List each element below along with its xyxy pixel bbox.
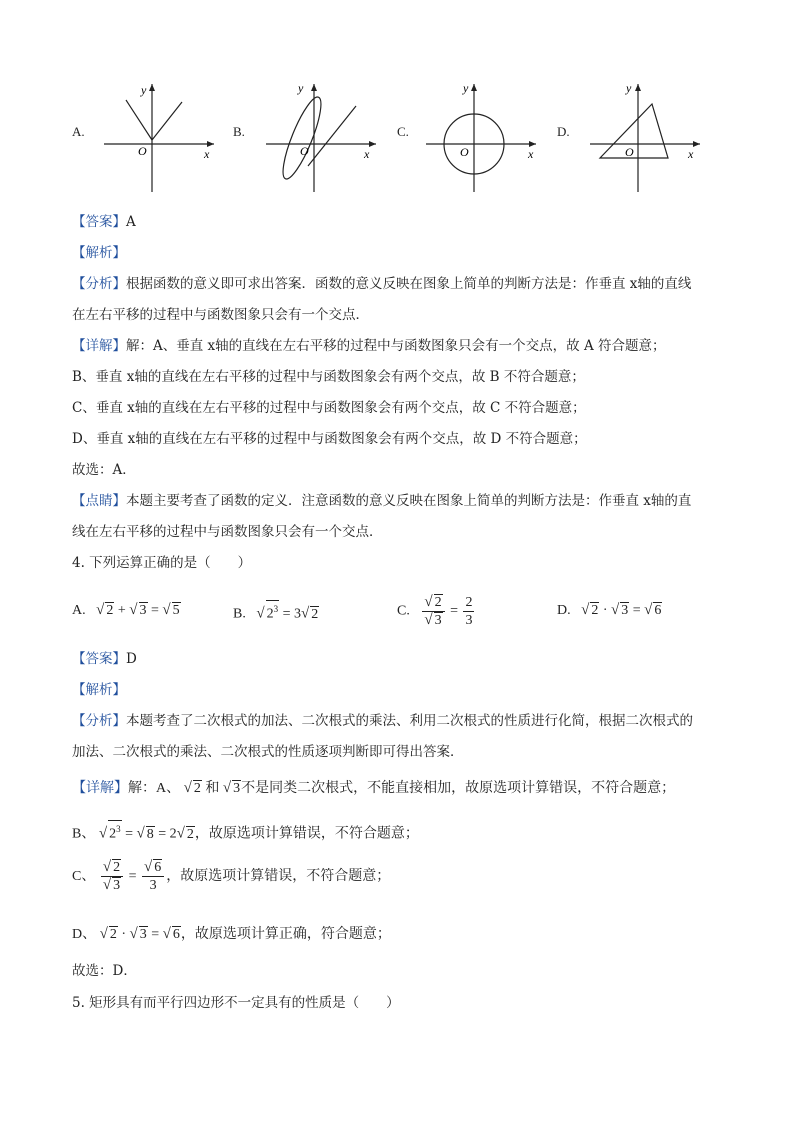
q3-xiangjie-3: C、垂直 x轴的直线在左右平移的过程中与函数图象会有两个交点，故 C 不符合题意；	[72, 400, 586, 416]
q5-stem: 5. 矩形具有而平行四边形不一定具有的性质是（ ）	[72, 995, 400, 1011]
svg-text:y: y	[626, 81, 632, 95]
q3-fenxi-2: 在左右平移的过程中与函数图象只会有一个交点．	[72, 307, 369, 323]
q4-choose: 故选：D．	[72, 963, 137, 979]
svg-text:O: O	[460, 145, 469, 159]
q3-choose: 故选：A．	[72, 462, 136, 478]
svg-text:y: y	[463, 81, 469, 95]
q4-xiangjie-a: 【详解】解：A、 √ 2 和 √ 3不是同类二次根式，不能直接相加，故原选项计算错误，不符合题意；	[72, 780, 676, 796]
svg-text:x: x	[364, 147, 370, 161]
q3-xiangjie-2: B、垂直 x轴的直线在左右平移的过程中与函数图象会有两个交点，故 B 不符合题意；	[72, 369, 585, 385]
q4-answer: 【答案】D	[72, 651, 137, 667]
option-c-label: C.	[397, 124, 409, 139]
q4-analysis-tag: 【解析】	[72, 682, 126, 698]
q4-xiangjie-d: D、 √ 2 · √ 3 = √ 6，故原选项计算正确，符合题意；	[72, 926, 391, 942]
q4-option-d: D. √ 2 · √ 3 = √ 6	[557, 602, 662, 618]
svg-text:x: x	[528, 147, 534, 161]
graph-c	[418, 78, 542, 194]
option-a-label: A.	[72, 124, 85, 139]
q4-option-c: C. $\frac{√ 2}{√ 3}$ = $\frac{2}{3}$	[397, 594, 473, 628]
q4-xiangjie-b: B、 √ $2^3$ = √ 8 = 2√ 2，故原选项计算错误，不符合题意；	[72, 820, 419, 845]
svg-text:x: x	[688, 147, 694, 161]
graph-b	[258, 78, 382, 194]
q4-fenxi-1: 【分析】本题考查了二次根式的加法、二次根式的乘法、利用二次根式的性质进行化简，根据二次根式的	[72, 713, 693, 729]
graph-d	[582, 78, 706, 194]
svg-text:x: x	[204, 147, 210, 161]
svg-text:O: O	[625, 145, 634, 159]
q4-xiangjie-c: C、 $\frac{√ 2}{√ 3}$ = $\frac{√ 6}{3}$ ，故原选项计算错误，不符合题意；	[72, 859, 391, 894]
q3-xiangjie-1: 【详解】解：A、垂直 x轴的直线在左右平移的过程中与函数图象只会有一个交点，故 A 符合题意；	[72, 338, 666, 354]
q3-analysis-tag: 【解析】	[72, 245, 126, 261]
q4-stem: 4. 下列运算正确的是（ ）	[72, 555, 252, 571]
q4-option-a: A. √ 2 + √ 3 = √ 5	[72, 602, 180, 618]
svg-text:y: y	[141, 83, 147, 97]
q3-fenxi-1: 【分析】根据函数的意义即可求出答案．函数的意义反映在图象上简单的判断方法是：作垂直 x轴的直线	[72, 276, 692, 292]
q3-answer: 【答案】A	[72, 214, 136, 230]
graph-a	[96, 78, 220, 194]
q3-xiangjie-4: D、垂直 x轴的直线在左右平移的过程中与函数图象会有两个交点，故 D 不符合题意；	[72, 431, 587, 447]
q4-option-b: B. √ $2^3 = 3√$ 2	[233, 600, 319, 625]
svg-text:y: y	[298, 81, 304, 95]
svg-text:O: O	[138, 144, 147, 158]
q3-dianjing-2: 线在左右平移的过程中与函数图象只会有一个交点．	[72, 524, 383, 540]
option-d-label: D.	[557, 124, 570, 139]
option-b-label: B.	[233, 124, 245, 139]
svg-text:O: O	[300, 144, 309, 158]
q3-dianjing-1: 【点睛】本题主要考查了函数的定义．注意函数的意义反映在图象上简单的判断方法是：作垂直 x轴的直	[72, 493, 692, 509]
q4-fenxi-2: 加法、二次根式的乘法、二次根式的性质逐项判断即可得出答案．	[72, 744, 464, 760]
